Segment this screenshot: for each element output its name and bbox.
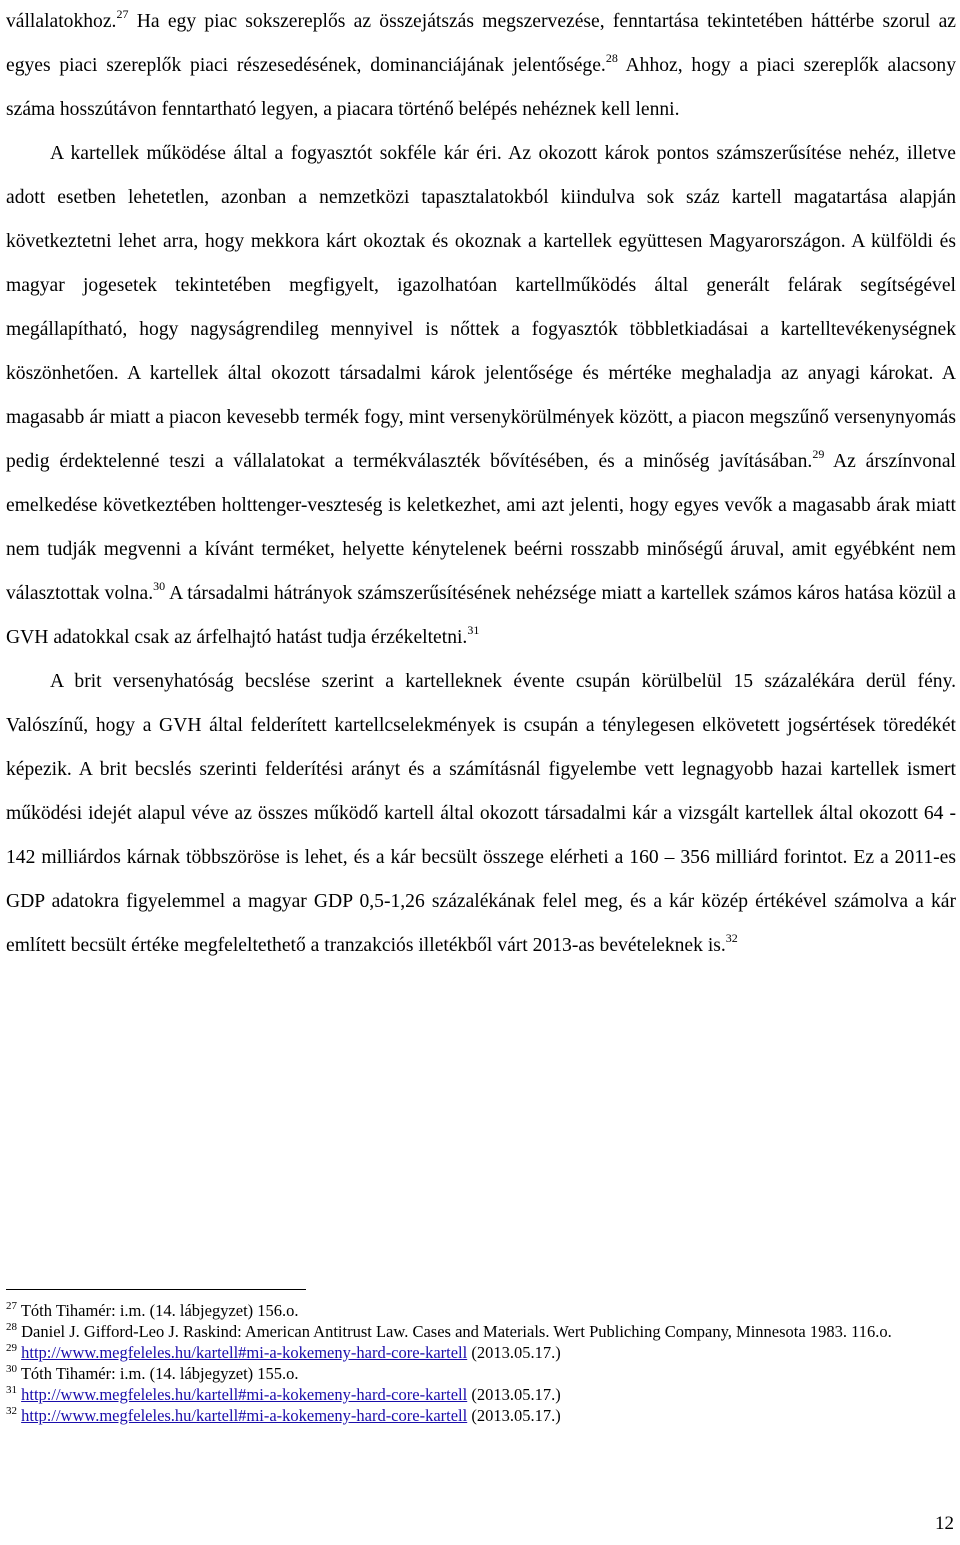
paragraph-text: Ahhoz, hogy a piaci szereplők alacsony száma hosszútávon fenntartható legyen, a piacara történő belépés nehéznek kell lenni. [6,55,957,120]
footnote [6,1363,956,1384]
footnotes [6,1300,956,1426]
footnote-link[interactable]: http://www.megfeleles.hu/kartell#mi-a-kokemeny-hard-core-kartell [21,1385,468,1404]
footnote-number: 31 [6,1384,17,1396]
footnote-link[interactable]: http://www.megfeleles.hu/kartell#mi-a-kokemeny-hard-core-kartell [21,1406,468,1425]
footnote-number: 32 [6,1405,17,1417]
footnote-number: 30 [6,1363,17,1375]
paragraph-text: Ha egy piac sokszereplős az összejátszás megszervezése, fenntartása tekintetében háttérbe szorul az egyes piaci szereplők piaci részesedésének, dominanciájának jelentősége. [6,11,956,76]
paragraph-text: A kartellek működése által a fogyasztót sokféle kár éri. Az okozott károk pontos számszerűsítése nehéz, illetve adott esetben lehetetlen, azonban a nemzetközi tapasztalatokból kiindulva sok száz kartell magatartása alapján következtetni lehet arra, hogy mekkora kárt okoztak és okoznak a kartellek együttesen Magyarországon. A külföldi és magyar jogesetek tekintetében megfigyelt, igazolhatóan kartellműködés által generált felárak segítségével megállapítható, hogy nagyságrendileg mennyivel is nőttek a fogyasztók többletkiadásai a kartelltevékenységnek köszönhetően. A kartellek által okozott társadalmi károk jelentősége és mértéke meghaladja az anyagi károkat. A magasabb ár miatt a piacon kevesebb termék fogy, mint versenykörülmények között, a piacon megszűnő versenynyomás pedig érdektelenné teszi a vállalatokat a termékválaszték bővítésében, és a minőség javításában. [6,143,956,472]
footnote-separator [6,1289,306,1290]
paragraph [6,132,956,660]
footnote-date: (2013.05.17.) [467,1406,561,1425]
footnote-number: 29 [6,1342,17,1354]
footnote [6,1342,956,1363]
body-text [6,0,956,968]
paragraph-text: A brit versenyhatóság becslése szerint a kartelleknek évente csupán körülbelül 15 százalékára derül fény. Valószínű, hogy a GVH által felderített kartellcselekmények is csupán a ténylegesen elkövetett jogsértések töredékét képezik. A brit becslés szerinti felderítési arányt és a számításnál figyelembe vett legnagyobb hazai kartellek ismert működési idejét alapul véve az összes működő kartell által okozott társadalmi kár a vizsgált kartellek által okozott 64 - 142 milliárdos kárnak többszöröse is lehet, és a kár becsült összege elérheti a 160 – 356 milliárd forintot. Ez a 2011-es GDP adatokra figyelemmel a magyar GDP 0,5-1,26 százalékának felel meg, és a kár közép értékével számolva a kár említett becsült értéke megfeleltethető a tranzakciós illetékből várt 2013-as bevételeknek is. [6,671,956,956]
paragraph-text: A társadalmi hátrányok számszerűsítésének nehézsége miatt a kartellek számos káros hatása közül a GVH adatokkal csak az árfelhajtó hatást tudja érzékeltetni. [6,583,956,648]
page-number: 12 [935,1513,954,1534]
footnote-date: (2013.05.17.) [467,1343,561,1362]
footnote [6,1321,956,1342]
paragraph [6,0,956,132]
footnote-text: Tóth Tihamér: i.m. (14. lábjegyzet) 156.o. [20,1301,299,1320]
paragraph-text: vállalatokhoz. [6,11,117,32]
footnote-reference[interactable]: 29 [812,447,825,461]
footnote-text: Tóth Tihamér: i.m. (14. lábjegyzet) 155.o. [20,1364,299,1383]
footnote-text: Daniel J. Gifford-Leo J. Raskind: American Antitrust Law. Cases and Materials. Wert Publiching Company, Minnesota 1983. 116.o. [21,1322,892,1341]
footnote-date: (2013.05.17.) [467,1385,561,1404]
footnote-reference[interactable]: 32 [725,931,738,945]
footnote-reference[interactable]: 31 [467,623,480,637]
paragraph-text: Az árszínvonal emelkedése következtében holttenger-veszteség is keletkezhet, ami azt jelenti, hogy egyes vevők a magasabb árak miatt nem tudják megvenni a kívánt terméket, helyette kénytelenek beérni rosszabb minőségű áruval, amit egyébként nem választottak volna. [6,451,956,604]
footnote-reference[interactable]: 28 [605,51,618,65]
footnote-link[interactable]: http://www.megfeleles.hu/kartell#mi-a-kokemeny-hard-core-kartell [21,1343,468,1362]
footnote [6,1300,956,1321]
footnote-number: 27 [6,1300,17,1312]
footnote [6,1405,956,1426]
footnote-number: 28 [6,1321,17,1333]
footnote-reference[interactable]: 27 [116,7,129,21]
footnote [6,1384,956,1405]
paragraph [6,660,956,968]
footnote-reference[interactable]: 30 [153,579,166,593]
